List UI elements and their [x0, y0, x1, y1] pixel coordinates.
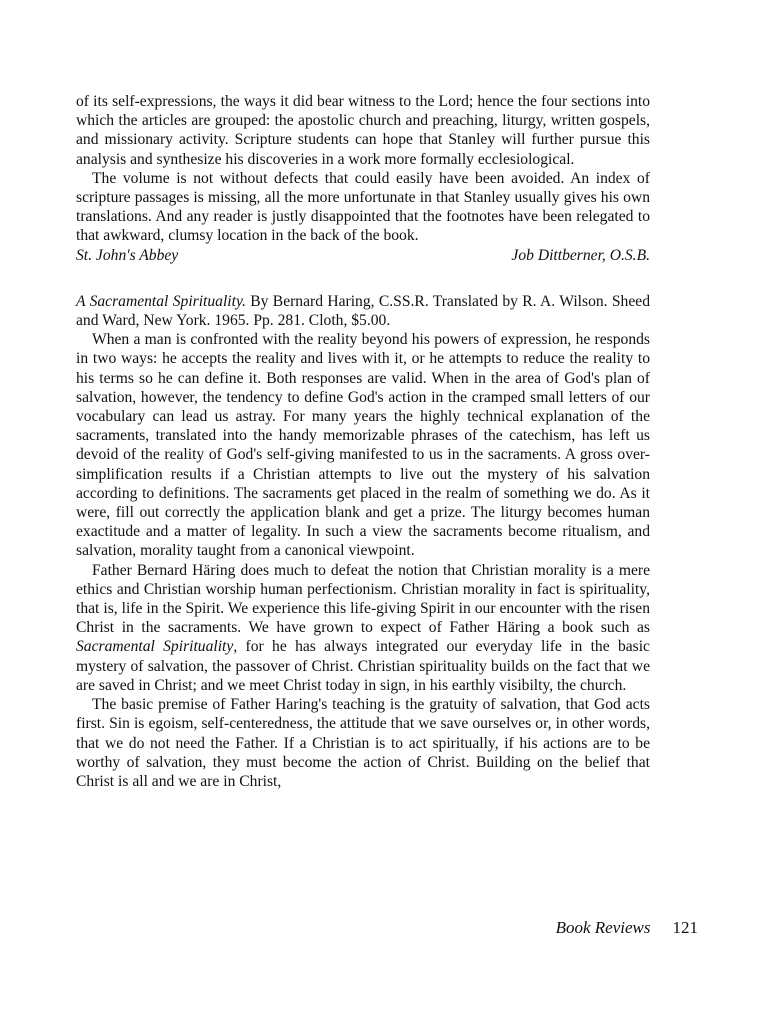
- paragraph-2-end: , for he has always integrated our everyday life in the basic mystery of salvation, the passover of Christ. Christian spirituality builds on the fact that we are saved in Christ; and we meet Christ today in sign, in his earthly visibilty, the church.: [76, 638, 650, 694]
- review2-paragraph-3: The basic premise of Father Haring's teaching is the gratuity of salvation, that God acts first. Sin is egoism, self-centeredness, the attitude that we save ourselves or, in other words, that we do not need the Father. If a Christian is to act spiritually, if his actions are to be worthy of salvation, they must become the action of Christ. Building on the belief that Christ is all and we are in Christ,: [76, 696, 650, 790]
- running-section-title: Book Reviews: [555, 918, 651, 937]
- review2-citation: [76, 292, 650, 330]
- book-title: A Sacramental Spirituality.: [76, 292, 246, 310]
- page-footer: [556, 918, 698, 938]
- text-column: [76, 92, 650, 791]
- review1-paragraph-1: of its self-expressions, the ways it did bear witness to the Lord; hence the four sections into which the articles are grouped: the apostolic church and preaching, liturgy, written gospels, and missionary activity. Scripture students can hope that Stanley will further pursue this analysis and synthesize his discoveries in a work more formally ecclesiological.: [76, 93, 650, 168]
- page-number: 121: [672, 918, 698, 937]
- review1-paragraph-2: The volume is not without defects that could easily have been avoided. An index of scripture passages is missing, all the more unfortunate in that Stanley usually gives his own translations. And any reader is justly disappointed that the footnotes have been relegated to that awkward, clumsy location in the back of the book.: [76, 169, 650, 245]
- review1-signature: [76, 246, 650, 265]
- paragraph-2-start: Father Bernard Häring does much to defeat the notion that Christian morality is a mere ethics and Christian worship human perfectionism. Christian morality in fact is spirituality, that is, life in the Spirit. We experience this life-giving Spirit in our encounter with the risen Christ in the sacraments. We have grown to expect of Father Häring a book such as: [76, 561, 650, 637]
- reviewer-affiliation: St. John's Abbey: [76, 246, 179, 264]
- reviewer-name: Job Dittberner, O.S.B.: [511, 246, 650, 264]
- review2-paragraph-2: [76, 561, 650, 695]
- inline-book-title: Sacramental Spirituality: [76, 638, 234, 656]
- book-citation-details: By Bernard Haring, C.SS.R. Translated by R. A. Wilson. Sheed and Ward, New York. 1965. Pp. 281. Cloth, $5.00.: [76, 292, 650, 330]
- section-gap: [76, 265, 650, 292]
- review2-paragraph-1: When a man is confronted with the reality beyond his powers of expression, he responds in two ways: he accepts the reality and lives with it, or he attempts to reduce the reality to his terms so he can define it. Both responses are valid. When in the area of God's plan of salvation, however, the tendency to define God's action in the cramped small letters of our vocabulary can lead us astray. For many years the highly technical explanation of the sacraments, translated into the handy memorizable phrases of the catechism, has left us devoid of the reality of God's self-giving manifested to us in the sacraments. A gross over-simplification results if a Christian attempts to live out the mystery of his salvation according to definitions. The sacraments get placed in the realm of something we do. As it were, fill out correctly the application blank and get a prize. The liturgy becomes human exactitude and a matter of legality. In such a view the sacraments become ritualism, and salvation, morality taught from a canonical viewpoint.: [76, 331, 650, 560]
